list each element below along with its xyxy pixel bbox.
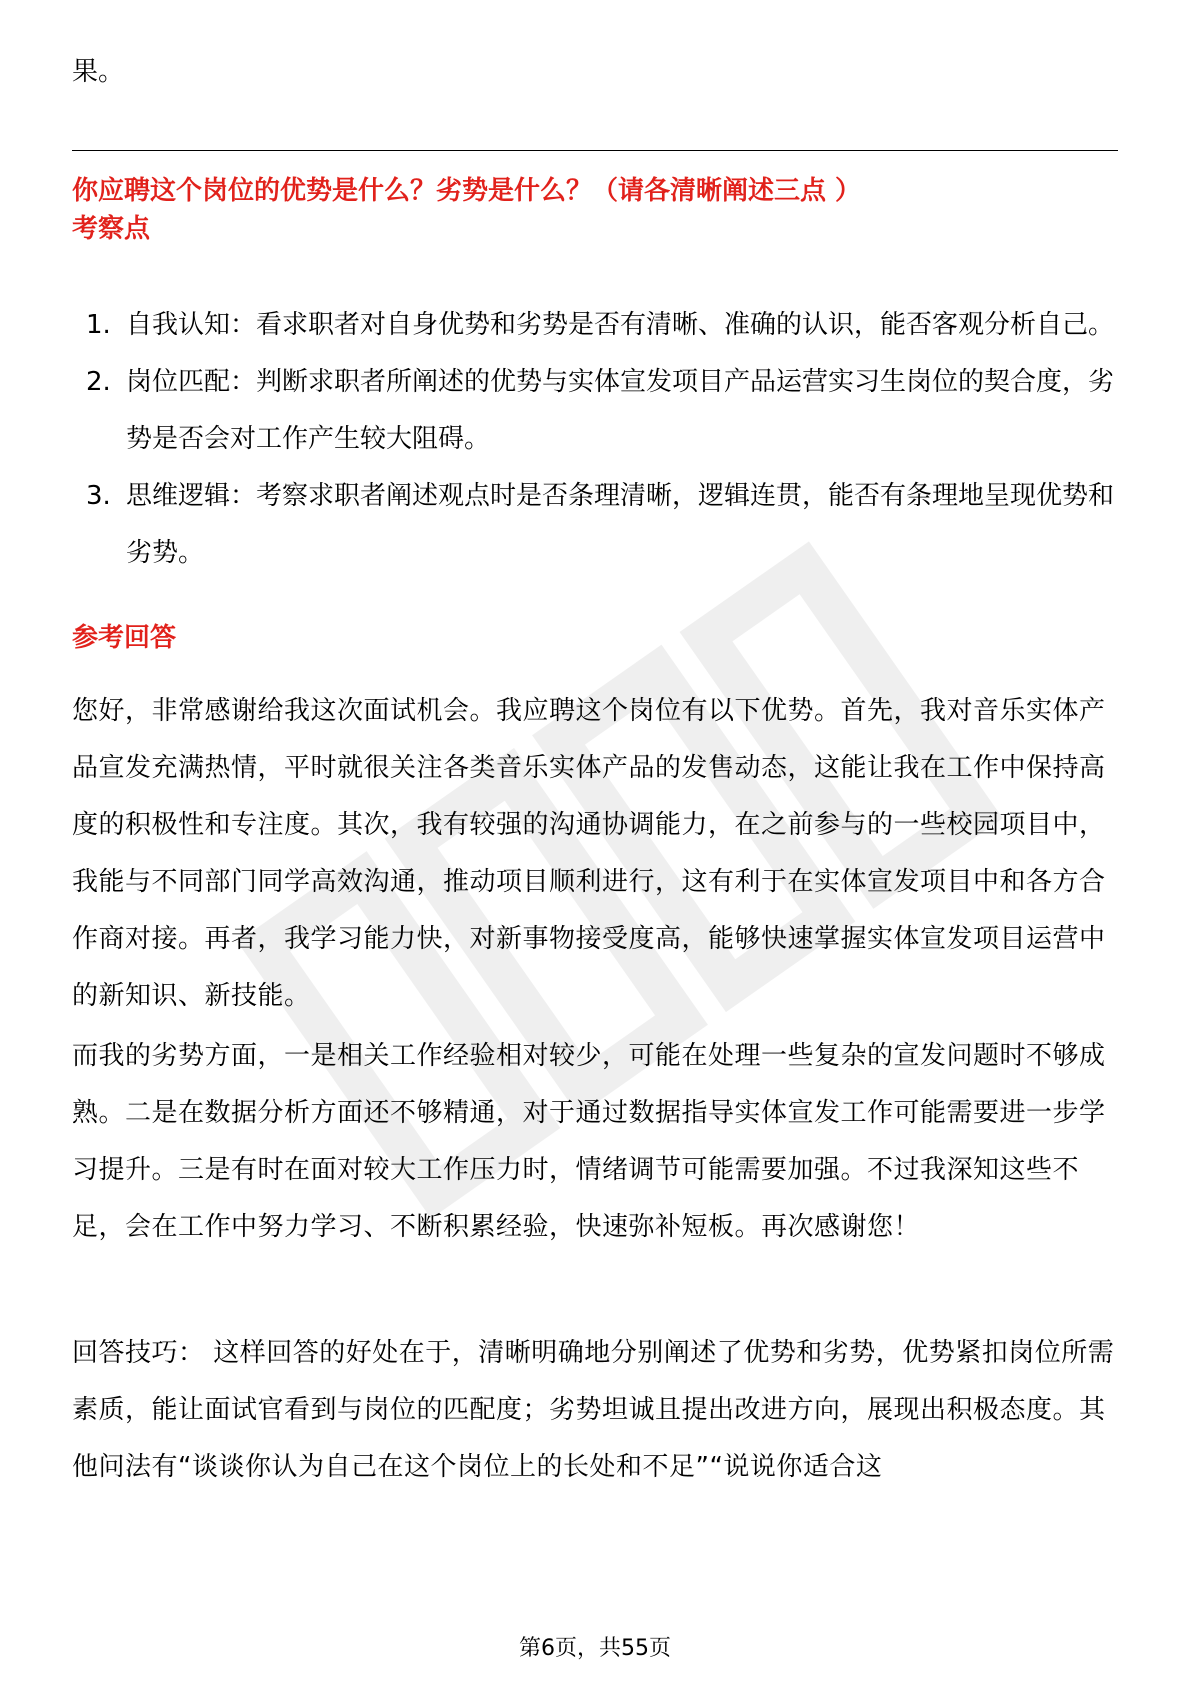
- page-footer: 第6页，共55页: [519, 1636, 671, 1661]
- answer-heading: 参考回答: [72, 623, 177, 653]
- previous-page-tail-text: 果。: [72, 57, 125, 87]
- answer-tips-paragraph: [72, 1325, 1118, 1496]
- criteria-heading: 考察点: [72, 214, 151, 244]
- criteria-text: 岗位匹配：判断求职者所阐述的优势与实体宣发项目产品运营实习生岗位的契合度，劣势是否会对工作产生较大阻碍。: [126, 367, 1115, 454]
- answer-paragraph-text: 而我的劣势方面，一是相关工作经验相对较少，可能在处理一些复杂的宣发问题时不够成熟。二是在数据分析方面还不够精通，对于通过数据指导实体宣发工作可能需要进一步学习提升。三是有时在面对较大工作压力时，情绪调节可能需要加强。不过我深知这些不足，会在工作中努力学习、不断积累经验，快速弥补短板。再次感谢您！: [72, 1041, 1106, 1242]
- criteria-item: [72, 354, 1118, 468]
- section-divider: [72, 150, 1118, 151]
- answer-paragraph: [72, 683, 1118, 1025]
- criteria-item: [72, 297, 1118, 354]
- criteria-text: 自我认知：看求职者对自身优势和劣势是否有清晰、准确的认识，能否客观分析自己。: [126, 310, 1115, 340]
- criteria-number: 3.: [86, 481, 111, 511]
- criteria-list: [72, 297, 1118, 582]
- criteria-number: 2.: [86, 367, 111, 397]
- answer-paragraph: [72, 1028, 1118, 1256]
- criteria-number: 1.: [86, 310, 111, 340]
- question-title: 你应聘这个岗位的优势是什么？劣势是什么？（请各清晰阐述三点 ）: [72, 176, 862, 206]
- criteria-item: [72, 468, 1118, 582]
- answer-paragraph-text: 您好，非常感谢给我这次面试机会。我应聘这个岗位有以下优势。首先，我对音乐实体产品宣发充满热情，平时就很关注各类音乐实体产品的发售动态，这能让我在工作中保持高度的积极性和专注度。其次，我有较强的沟通协调能力，在之前参与的一些校园项目中，我能与不同部门同学高效沟通，推动项目顺利进行，这有利于在实体宣发项目中和各方合作商对接。再者，我学习能力快，对新事物接受度高，能够快速掌握实体宣发项目运营中的新知识、新技能。: [72, 696, 1106, 1011]
- criteria-text: 思维逻辑：考察求职者阐述观点时是否条理清晰，逻辑连贯，能否有条理地呈现优势和劣势。: [126, 481, 1115, 568]
- answer-tips-text: 回答技巧： 这样回答的好处在于，清晰明确地分别阐述了优势和劣势，优势紧扣岗位所需素质，能让面试官看到与岗位的匹配度；劣势坦诚且提出改进方向，展现出积极态度。其他问法有“谈谈你认为自己在这个岗位上的长处和不足”“说说你适合这: [72, 1338, 1115, 1482]
